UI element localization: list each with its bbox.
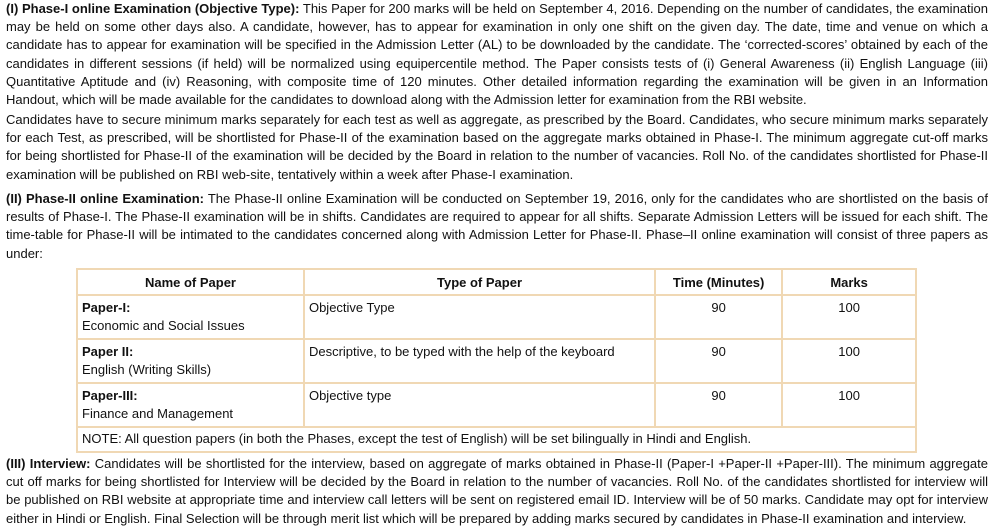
paper-code: Paper II: [82,344,134,359]
paper-type-cell: Descriptive, to be typed with the help of the keyboard [304,339,655,383]
paper-name-cell [77,295,304,339]
table-note-row [77,427,916,452]
phase1-body: This Paper for 200 marks will be held on September 4, 2016. Depending on the number of candidates, the examination may be held on some other days also. A candidate, however, has to appear for examination in only one shift on the given day. The date, time and venue on which a candidate has to appear for examination will be specified in the Admission Letter (AL) to be downloaded by the candidate. The ‘corrected-scores’ obtained by each of the candidates in different sessions (if held) will be normalized using equipercentile method. The Paper consists tests of (i) General Awareness (ii) English Language (iii) Quantitative Aptitude and (iv) Reasoning, with composite time of 120 minutes. Other detailed information regarding the examination will be given in an Information Handout, which will be made available for the candidates to download along with the Admission letter for examination from the RBI website. [6,1,988,108]
interview-body: Candidates will be shortlisted for the interview, based on aggregate of marks obtained in Phase-II (Paper-I +Paper-II +Paper-III). The minimum aggregate cut off marks for being shortlisted for Interview will be decided by the Board in relation to the number of vacancies. Roll No. of the candidates shortlisted for interview will be published on RBI website at appropriate time and interview call letters will be sent on registered email ID. Interview will be of 50 marks. Candidate may opt for interview either in Hindi or English. Final Selection will be through merit list which will be prepared by adding marks secured by candidates in Phase-II examination and interview. [6,456,988,526]
paper-time-cell: 90 [655,339,782,383]
header-type-of-paper: Type of Paper [304,269,655,295]
paper-marks-cell: 100 [782,383,916,427]
table-note: NOTE: All question papers (in both the Phases, except the test of English) will be set bilingually in Hindi and English. [77,427,916,452]
table-header-row [77,269,916,295]
phase1-cutoff-body: Candidates have to secure minimum marks separately for each test as well as aggregate, as prescribed by the Board. Candidates, who secure minimum marks separately for each Test, as prescribed, will be shortlisted for Phase-II of the examination based on the aggregate marks obtained in Phase-I. The minimum aggregate cut-off marks for being shortlisted for Phase-II of the examination will be decided by the Board in relation to the number of vacancies. Roll No. of the candidates shortlisted for Phase-II examination will be published on RBI web-site, tentatively within a week after Phase-I examination. [6,112,988,182]
paper-marks-cell: 100 [782,295,916,339]
phase1-paragraph [6,0,988,109]
table-row [77,295,916,339]
interview-heading: (III) Interview: [6,456,91,471]
paper-subject: English (Writing Skills) [82,361,212,377]
paper-time-cell: 90 [655,383,782,427]
header-name-of-paper: Name of Paper [77,269,304,295]
paper-subject: Finance and Management [82,405,234,421]
paper-code: Paper-III: [82,388,138,403]
phase2-paragraph [6,190,988,263]
phase2-papers-table [76,268,917,453]
paper-name-cell [77,339,304,383]
table-row [77,383,916,427]
header-time-minutes: Time (Minutes) [655,269,782,295]
paper-time-cell: 90 [655,295,782,339]
table-row [77,339,916,383]
paper-code: Paper-I: [82,300,131,315]
interview-paragraph [6,455,988,528]
phase2-heading: (II) Phase-II online Examination: [6,191,204,206]
paper-name-cell [77,383,304,427]
paper-subject: Economic and Social Issues [82,317,245,333]
header-marks: Marks [782,269,916,295]
phase1-heading: (I) Phase-I online Examination (Objective Type): [6,1,300,16]
phase1-cutoff-paragraph [6,111,988,184]
paper-type-cell: Objective Type [304,295,655,339]
paper-type-cell: Objective type [304,383,655,427]
phase2-body: The Phase-II online Examination will be conducted on September 19, 2016, only for the candidates who are shortlisted on the basis of results of Phase-I. The Phase-II examination will be in shifts. Candidates are required to appear for all shifts. Separate Admission Letters will be issued for each shift. The time-table for Phase-II will be intimated to the candidates concerned along with Admission Letter for Phase-II. Phase–II online examination will consist of three papers as under: [6,191,988,261]
paper-marks-cell: 100 [782,339,916,383]
